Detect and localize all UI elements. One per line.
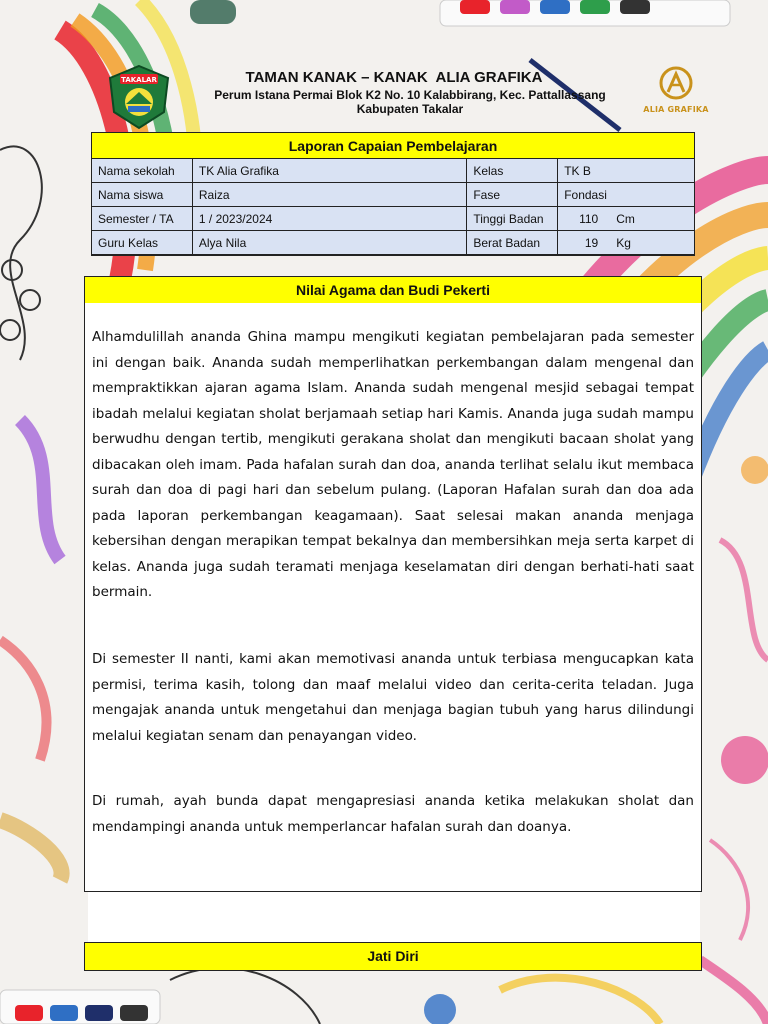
section-title-agama: Nilai Agama dan Budi Pekerti bbox=[84, 276, 702, 305]
paragraph-2: Di semester II nanti, kami akan memotivasi ananda untuk terbiasa mengucapkan kata permisi, terima kasih, tolong dan maaf melalui video dan cerita-cerita teladan. Juga mengajak ananda untuk mengetahui dan menjaga bagian tubuh yang harus dilindungi melalui kegiatan senam dan penayangan video. bbox=[92, 651, 694, 744]
logo-text: TAKALAR bbox=[121, 76, 157, 84]
value-nama-sekolah: TK Alia Grafika bbox=[192, 159, 466, 183]
student-info-table bbox=[91, 132, 695, 256]
school-address: Perum Istana Permai Blok K2 No. 10 Kalabbirang, Kec. Pattallassang bbox=[214, 88, 606, 102]
value-kelas: TK B bbox=[558, 159, 695, 183]
alia-grafika-emblem bbox=[656, 66, 696, 100]
table-row bbox=[92, 231, 695, 256]
label-kelas: Kelas bbox=[467, 159, 558, 183]
section-body-agama bbox=[84, 303, 702, 892]
label-fase: Fase bbox=[467, 183, 558, 207]
value-tinggi-badan: 110 bbox=[579, 211, 599, 226]
unit-tinggi-badan: Cm bbox=[616, 211, 635, 226]
paragraph-3: Di rumah, ayah bunda dapat mengapresiasi ananda ketika melakukan sholat dan mendampingi ananda untuk memperlancar hafalan surah dan doanya. bbox=[92, 793, 694, 835]
label-semester: Semester / TA bbox=[92, 207, 193, 231]
value-semester: 1 / 2023/2024 bbox=[192, 207, 466, 231]
value-guru-kelas: Alya Nila bbox=[192, 231, 466, 256]
label-nama-siswa: Nama siswa bbox=[92, 183, 193, 207]
school-name: TAMAN KANAK – KANAK ALIA GRAFIKA bbox=[245, 69, 543, 86]
alia-grafika-logo bbox=[640, 66, 712, 116]
table-row bbox=[92, 207, 695, 231]
label-berat-badan: Berat Badan bbox=[467, 231, 558, 256]
table-row bbox=[92, 159, 695, 183]
value-fase: Fondasi bbox=[558, 183, 695, 207]
takalar-emblem-logo bbox=[106, 64, 172, 130]
value-berat-badan-cell bbox=[558, 231, 695, 256]
page-gap bbox=[88, 892, 700, 942]
value-tinggi-badan-cell bbox=[558, 207, 695, 231]
alia-grafika-brand-text: ALIA GRAFIKA bbox=[643, 105, 709, 114]
report-title: Laporan Capaian Pembelajaran bbox=[92, 133, 695, 159]
value-nama-siswa: Raiza bbox=[192, 183, 466, 207]
table-row bbox=[92, 183, 695, 207]
label-guru-kelas: Guru Kelas bbox=[92, 231, 193, 256]
paragraph-1: Alhamdulillah ananda Ghina mampu mengikuti kegiatan pembelajaran pada semester ini dengan baik. Ananda sudah memperlihatkan perkembangan dalam mengenal dan mempraktikkan ajaran agama Islam. Ananda sudah mengenal mesjid sebagai tempat ibadah melalui kegiatan sholat berjamaah setiap hari Kamis. Ananda juga sudah mampu berwudhu dengan tertib, mengikuti gerakana sholat dan mengikuti bacaan sholat yang dibacakan oleh imam. Pada hafalan surah dan doa, ananda terlihat selalu ikut membaca surah dan doa di pagi hari dan sebelum pulang. (Laporan Hafalan surah dan doa ada pada laporan perkembangan keagamaan). Saat selesai makan ananda menjaga kebersihan dengan merapikan tempat bekalnya dan membersihkan meja serta karpet di kelas. Ananda juga sudah teramati menjaga keselamatan diri dengan berhati-hati saat bermain. bbox=[92, 329, 694, 600]
school-region: Kabupaten Takalar bbox=[356, 102, 464, 116]
unit-berat-badan: Kg bbox=[616, 235, 631, 250]
section-title-jati-diri: Jati Diri bbox=[84, 942, 702, 971]
value-berat-badan: 19 bbox=[584, 235, 599, 250]
label-tinggi-badan: Tinggi Badan bbox=[467, 207, 558, 231]
label-nama-sekolah: Nama sekolah bbox=[92, 159, 193, 183]
